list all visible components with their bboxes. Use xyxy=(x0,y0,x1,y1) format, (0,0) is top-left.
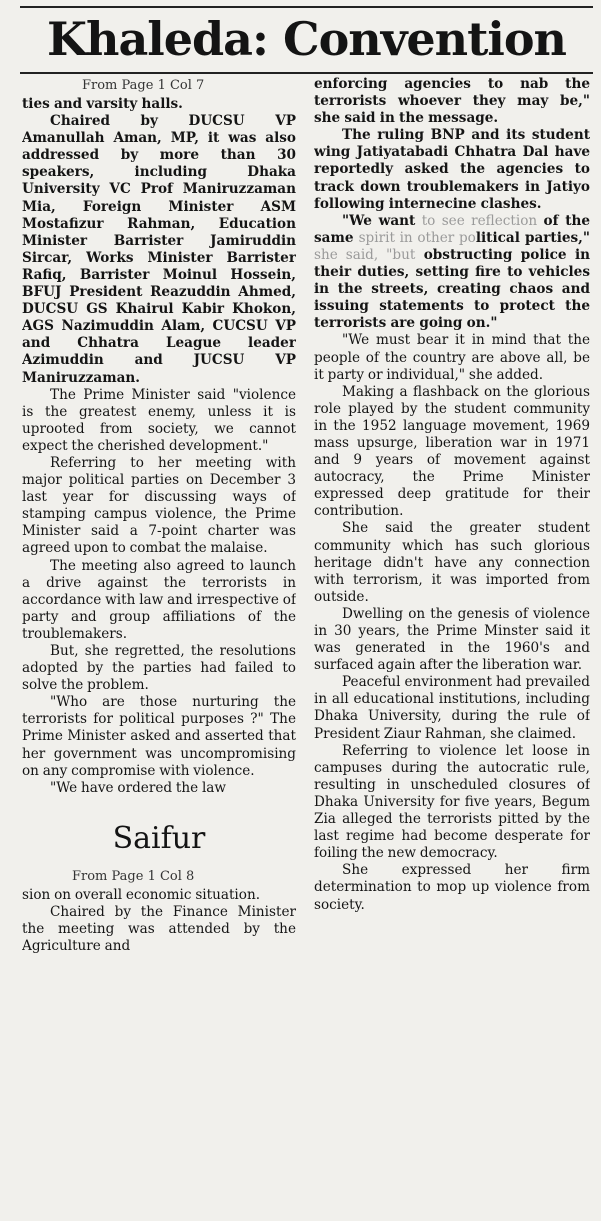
paragraph: Dwelling on the genesis of violence in 30 years, the Prime Minster said it was generated in the 1960's and surfaced again after the liberation war. xyxy=(314,605,590,674)
paragraph: She expressed her firm determination to mop up violence from society. xyxy=(314,862,590,913)
paragraph: Making a flashback on the glorious role played by the student community in the 1952 language movement, 1969 mass upsurge, liberation war in 1971 and 9 years of movement against autocracy, the Prime Minister expressed deep gratitude for their contribution. xyxy=(314,383,590,520)
text-run: of the same xyxy=(314,212,590,246)
faded-text-run: she said, "but xyxy=(314,246,416,263)
left-column xyxy=(22,76,296,1221)
paragraph xyxy=(314,213,590,333)
paragraph: She said the greater student community which has such glorious heritage didn't have any connection with terrorism, it was imported from outside. xyxy=(314,520,590,605)
paragraph: sion on overall economic situation. xyxy=(22,886,261,903)
headline: Khaleda: Convention xyxy=(47,12,566,66)
text-run: litical parties," xyxy=(475,229,590,246)
paragraph: The ruling BNP and its student wing Jatiyatabadi Chhatra Dal have reportedly asked the agencies to track down troublemakers in Jatiyo following internecine clashes. xyxy=(314,127,590,212)
paragraph: Referring to her meeting with major political parties on December 3 last year for discussing ways of stamping campus violence, the Prime Minister said a 7-point charter was agreed upon to combat the malaise. xyxy=(22,454,296,557)
paragraph: Chaired by the Finance Minister the meeting was attended by the Agriculture and xyxy=(22,903,296,955)
faded-text-run: to see reflection xyxy=(415,212,544,229)
faded-text-run: spirit in other po xyxy=(358,229,476,246)
saifur-continuation-line: From Page 1 Col 8 xyxy=(72,868,195,884)
saifur-headline: Saifur xyxy=(112,820,206,856)
paragraph: The meeting also agreed to launch a drive against the terrorists in accordance with law and irrespective of party and group affiliations of the troublemakers. xyxy=(22,557,296,642)
paragraph: "We must bear it in mind that the people of the country are above all, be it party or individual," she added. xyxy=(314,332,590,383)
paragraph: "We have ordered the law xyxy=(50,779,227,796)
paragraph: "Who are those nurturing the terrorists for political purposes ?" The Prime Minister asked and asserted that her government was uncompromising on any compromise with violence. xyxy=(22,694,296,779)
paragraph: ties and varsity halls. xyxy=(22,96,183,112)
text-run: "We want xyxy=(342,212,416,229)
headline-rule xyxy=(20,72,593,74)
paragraph: The Prime Minister said "violence is the greatest enemy, unless it is uprooted from society, we cannot expect the cherished development." xyxy=(22,386,296,454)
paragraph: Chaired by DUCSU VP Amanullah Aman, MP, it was also addressed by more than 30 speakers, including Dhaka University VC Prof Maniruzzaman Mia, Foreign Minister ASM Mostafizur Rahman, Education Minister Barrister Jamiruddin Sircar, Works Minister Barrister Rafiq, Barrister Moinul Hossein, BFUJ President Reazuddin Ahmed, DUCSU GS Khairul Kabir Khokon, AGS Nazimuddin Alam, CUCSU VP and Chhatra League leader Azimuddin and JUCSU VP Maniruzzaman. xyxy=(22,113,296,386)
right-column xyxy=(314,76,590,1221)
continuation-line: From Page 1 Col 7 xyxy=(82,78,205,93)
paragraph: But, she regretted, the resolutions adopted by the parties had failed to solve the problem. xyxy=(22,643,296,694)
paragraph: enforcing agencies to nab the terrorists whoever they may be," she said in the message. xyxy=(314,76,590,127)
paragraph: Peaceful environment had prevailed in all educational institutions, including Dhaka University, during the rule of President Ziaur Rahman, she claimed. xyxy=(314,674,590,742)
text-run: obstructing police in their duties, setting fire to vehicles in the streets, creating chaos and issuing statements to protect the terrorists are going on." xyxy=(314,246,590,332)
paragraph: Referring to violence let loose in campuses during the autocratic rule, resulting in unscheduled closures of Dhaka University for five years, Begum Zia alleged the terrorists pitted by the last regime had become desperate for foiling the new democracy. xyxy=(314,742,590,862)
